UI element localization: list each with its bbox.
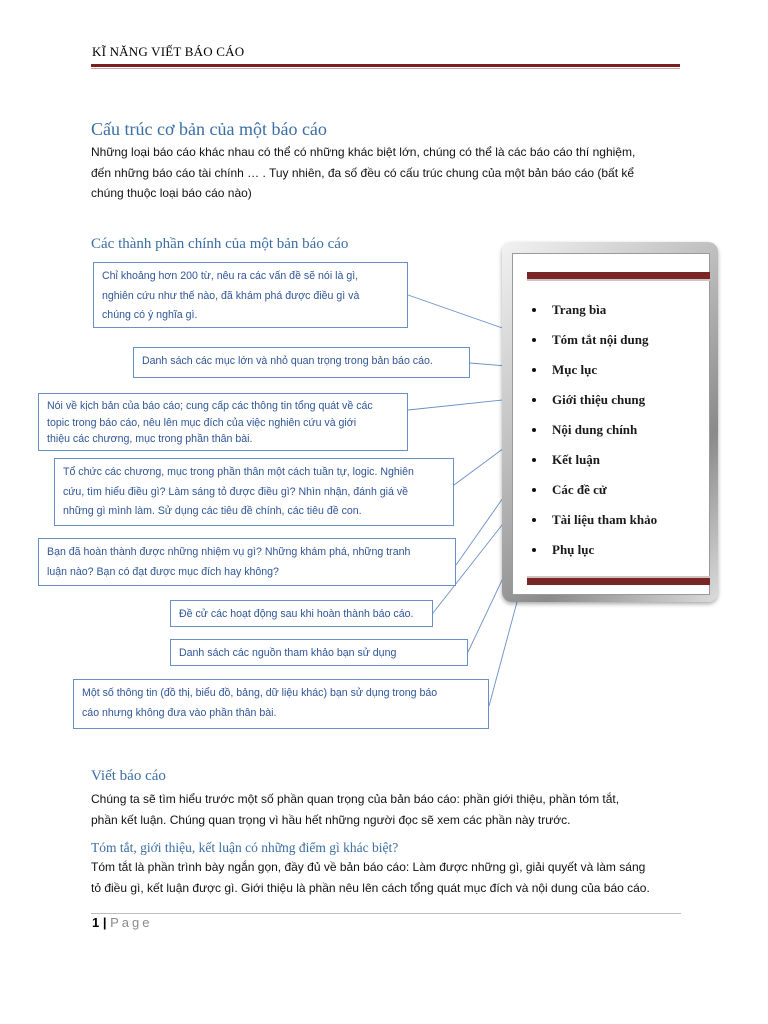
note-appendix — [73, 679, 489, 729]
toc-item-label: Trang bìa — [552, 302, 607, 317]
note-main-content — [54, 458, 454, 526]
bullet-icon — [532, 548, 536, 552]
note-line: Bạn đã hoàn thành được những nhiệm vụ gì? Những khám phá, những tranh — [47, 546, 411, 558]
toc-item-label: Nội dung chính — [552, 422, 638, 437]
bullet-icon — [532, 308, 536, 312]
toc-item-label: Các đề cử — [552, 482, 607, 497]
note-line: Tổ chức các chương, mục trong phần thân một cách tuần tự, logic. Nghiên — [63, 466, 414, 478]
note-table-of-contents — [133, 347, 470, 378]
toc-item-cover — [532, 296, 657, 326]
bullet-icon — [532, 368, 536, 372]
note-abstract — [93, 262, 408, 328]
page-footer — [92, 915, 153, 930]
toc-list — [532, 296, 657, 566]
note-conclusion — [38, 538, 456, 586]
note-introduction — [38, 393, 408, 451]
toc-item-conclusion — [532, 446, 657, 476]
section-heading-components: Các thành phần chính của một bản báo cáo — [91, 236, 349, 252]
note-line: thiệu các chương, mục trong phần thân bài. — [47, 433, 253, 445]
note-line: những gì mình làm. Sử dụng các tiêu đề chính, các tiêu đề con. — [63, 505, 362, 517]
note-line: chúng có ý nghĩa gì. — [102, 309, 198, 321]
note-line: Nói về kịch bản của báo cáo; cung cấp các thông tin tổng quát về các — [47, 400, 373, 412]
toc-item-recommendations — [532, 476, 657, 506]
paragraph-line: đến những báo cáo tài chính … . Tuy nhiên, đa số đều có cấu trúc chung của một bản báo cáo (bất kể — [91, 165, 635, 180]
toc-item-contents — [532, 356, 657, 386]
paragraph-line: Tóm tắt là phần trình bày ngắn gọn, đầy đủ về bản báo cáo: Làm được những gì, giải quyết và làm sáng — [91, 860, 646, 874]
note-line: cáo nhưng không đưa vào phần thân bài. — [82, 706, 277, 719]
toc-item-label: Phụ lục — [552, 542, 595, 557]
toc-panel-top-bar — [527, 272, 710, 281]
section-differences-paragraph — [91, 857, 681, 898]
bullet-icon — [532, 398, 536, 402]
toc-item-abstract — [532, 326, 657, 356]
note-references — [170, 639, 468, 666]
toc-item-label: Mục lục — [552, 362, 598, 377]
note-line: nghiên cứu như thế nào, đã khám phá được điều gì và — [102, 289, 360, 302]
paragraph-line: chúng thuộc loại báo cáo nào) — [91, 186, 252, 200]
toc-item-main-content — [532, 416, 657, 446]
toc-panel-bottom-bar — [527, 576, 710, 585]
toc-item-label: Giới thiệu chung — [552, 392, 646, 407]
bullet-icon — [532, 428, 536, 432]
note-line: Một số thông tin (đồ thị, biểu đồ, bảng, dữ liệu khác) bạn sử dụng trong báo — [82, 687, 438, 699]
paragraph-line: Chúng ta sẽ tìm hiểu trước một số phần quan trọng của bản báo cáo: phần giới thiệu, phần tóm tắt, — [91, 792, 620, 806]
note-line: Danh sách các nguồn tham khảo bạn sử dụng — [179, 647, 397, 659]
note-line: cứu, tìm hiểu điều gì? Làm sáng tỏ được điều gì? Nhìn nhận, đánh giá về — [63, 485, 409, 498]
note-line: Đề cử các hoạt động sau khi hoàn thành báo cáo. — [179, 608, 414, 620]
bullet-icon — [532, 518, 536, 522]
paragraph-line: Những loại báo cáo khác nhau có thể có những khác biệt lớn, chúng có thể là các báo cáo thí nghiệm, — [91, 145, 636, 159]
section-heading-writing: Viết báo cáo — [91, 768, 166, 784]
paragraph-line: tỏ điều gì, kết luận được gì. Giới thiệu là phần nêu lên cách tổng quát mục đích và nội dung của báo cáo. — [91, 880, 650, 895]
page-label: Page — [110, 915, 153, 930]
note-recommendations — [170, 600, 433, 627]
bullet-icon — [532, 338, 536, 342]
section-writing-paragraph — [91, 789, 681, 830]
toc-item-introduction — [532, 386, 657, 416]
bullet-icon — [532, 458, 536, 462]
toc-item-label: Kết luận — [552, 452, 601, 467]
toc-item-label: Tóm tắt nội dung — [552, 332, 649, 347]
footer-separator: | — [102, 915, 107, 930]
note-line: Danh sách các mục lớn và nhỏ quan trọng trong bản báo cáo. — [142, 355, 433, 367]
page-header-title: KĨ NĂNG VIẾT BÁO CÁO — [92, 44, 245, 59]
bullet-icon — [532, 488, 536, 492]
note-line: luận nào? Bạn có đạt được mục đích hay không? — [47, 565, 279, 578]
toc-item-label: Tài liệu tham khảo — [552, 512, 658, 527]
section-heading-structure: Cấu trúc cơ bản của một báo cáo — [91, 119, 327, 139]
page-number: 1 — [92, 915, 100, 930]
toc-item-references — [532, 506, 657, 536]
note-line: Chỉ khoảng hơn 200 từ, nêu ra các vấn đề sẽ nói là gì, — [102, 270, 359, 282]
note-line: topic trong báo cáo, nêu lên mục đích của việc nghiên cứu và giới — [47, 416, 357, 429]
toc-item-appendix — [532, 536, 657, 566]
section-heading-differences: Tóm tắt, giới thiệu, kết luận có những điểm gì khác biệt? — [91, 840, 399, 855]
paragraph-line: phần kết luận. Chúng quan trọng vì hầu hết những người đọc sẽ xem các phần này trước. — [91, 812, 571, 827]
footer-divider — [91, 913, 681, 914]
